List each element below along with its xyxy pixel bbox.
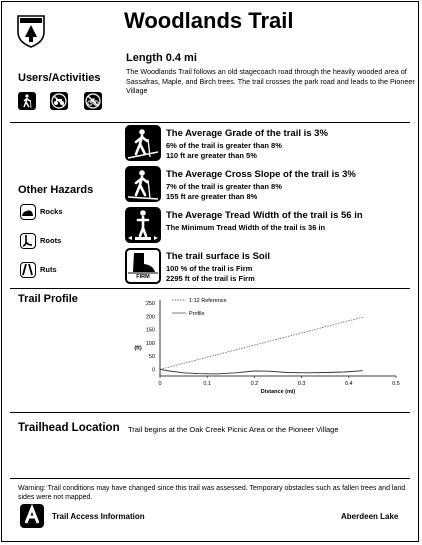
ruts-icon [20, 262, 36, 278]
grade-line-2: 110 ft are greater than 5% [166, 151, 257, 160]
x-tick-label: 0.5 [392, 381, 400, 387]
users-activities-heading: Users/Activities [18, 72, 101, 84]
x-tick-label: 0.3 [297, 381, 306, 387]
other-hazards-heading: Other Hazards [18, 184, 94, 196]
y-tick-label: 100 [145, 340, 155, 347]
tread-width-line-1: The Minimum Tread Width of the trail is 36 in [166, 223, 326, 232]
x-axis-label: Distance (mi) [260, 389, 296, 395]
divider [10, 412, 410, 413]
grade-line-1: 6% of the trail is greater than 8% [166, 141, 282, 150]
surface-title: The trail surface is Soil [166, 251, 271, 262]
page-title: Woodlands Trail [124, 8, 294, 33]
y-tick-label: 200 [145, 314, 155, 321]
y-axis-label: (ft) [134, 345, 142, 352]
series-line [160, 317, 363, 369]
trail-access-icon [20, 504, 44, 528]
divider [10, 478, 410, 479]
trail-profile-chart [110, 293, 415, 405]
forest-service-shield-icon [16, 14, 46, 48]
rocks-icon [20, 204, 36, 220]
no-bicycle-icon [84, 92, 102, 110]
cross-slope-hiker-icon [125, 166, 161, 202]
hiker-icon [18, 92, 36, 110]
warning-text: Warning: Trail conditions may have changed since this trail was assessed. Temporary obstacles such as fallen trees and land sides were not mapped. [18, 485, 406, 501]
x-tick-label: 0 [158, 381, 162, 387]
divider [10, 288, 410, 289]
surface-icon-label: FIRM [136, 274, 150, 280]
no-atv-icon [50, 92, 68, 110]
trail-length: Length 0.4 mi [126, 52, 197, 64]
tread-width-icon [125, 207, 161, 243]
hazard-ruts-label: Ruts [40, 265, 57, 274]
legend-label: 1:12 Reference [189, 298, 227, 304]
trailhead-heading: Trailhead Location [18, 422, 120, 434]
hazard-roots-label: Roots [40, 236, 62, 245]
x-tick-label: 0.1 [203, 381, 212, 387]
trailhead-text: Trail begins at the Oak Creek Picnic Area or the Pioneer Village [128, 425, 339, 434]
y-tick-label: 250 [145, 301, 155, 307]
cross-slope-line-2: 155 ft are greater than 8% [166, 192, 258, 201]
surface-line-1: 100 % of the trail is Firm [166, 264, 253, 273]
trail-profile-heading: Trail Profile [18, 293, 78, 305]
series-line [160, 369, 363, 374]
hazard-rocks-label: Rocks [40, 207, 63, 216]
tread-width-title: The Average Tread Width of the trail is 56 in [166, 210, 363, 221]
cross-slope-line-1: 7% of the trail is greater than 8% [166, 182, 282, 191]
y-tick-label: 150 [145, 327, 155, 334]
surface-foot-icon [125, 248, 161, 284]
cross-slope-title: The Average Cross Slope of the trail is 3% [166, 169, 356, 180]
roots-icon [20, 233, 36, 249]
grade-title: The Average Grade of the trail is 3% [166, 128, 328, 139]
y-tick-label: 50 [148, 354, 155, 361]
y-tick-label: 0 [151, 367, 155, 374]
grade-hiker-icon [125, 125, 161, 161]
x-tick-label: 0.4 [344, 381, 353, 387]
surface-line-2: 2295 ft of the trail is Firm [166, 274, 255, 283]
trail-description: The Woodlands Trail follows an old stagecoach road through the heavily wooded area of Sassafras, Maple, and Birch trees. The trail crosses the park road and leads to the Pioneer Village [126, 67, 415, 96]
divider [10, 122, 410, 123]
trail-access-label: Trail Access Information [52, 512, 145, 521]
x-tick-label: 0.2 [250, 381, 259, 387]
legend-label: Profile [189, 311, 205, 317]
location-label: Aberdeen Lake [341, 512, 399, 521]
